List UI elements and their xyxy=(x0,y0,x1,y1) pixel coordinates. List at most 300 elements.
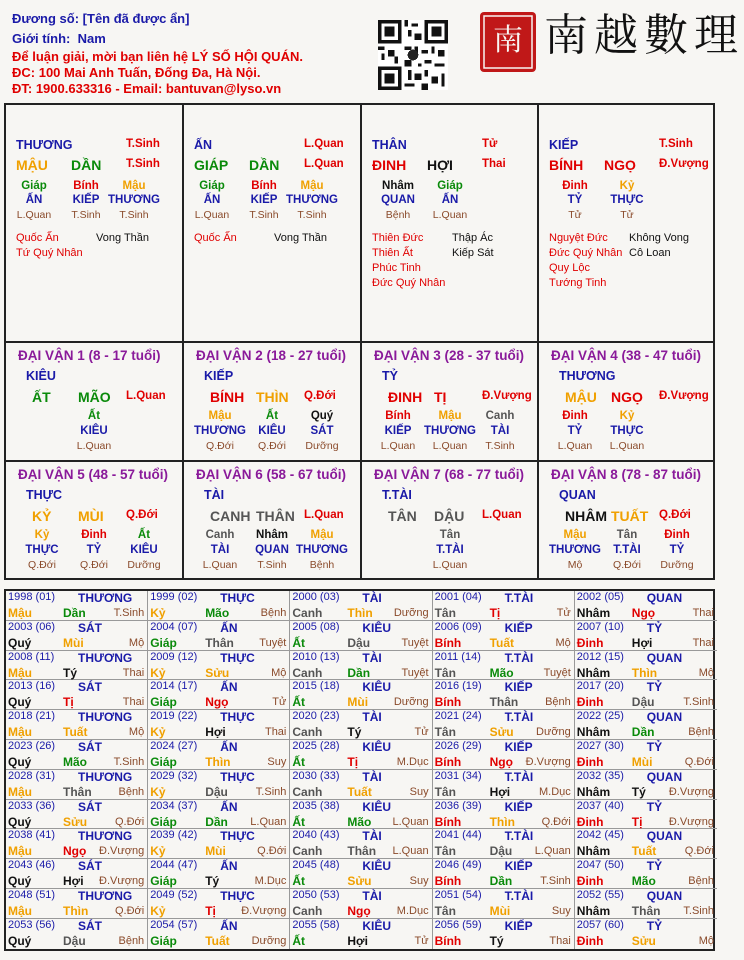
annual-branch: Ngọ xyxy=(489,755,513,769)
dai-van-chi: MÙI xyxy=(78,508,104,524)
annual-ten-god: THƯƠNG xyxy=(78,829,133,844)
annual-stem: Đinh xyxy=(576,874,604,889)
bazi-chart xyxy=(4,103,715,580)
pillar-top-god: THÂN xyxy=(372,138,407,152)
hidden-life-stage: T.Sinh xyxy=(71,209,101,221)
annual-ten-god: TỶ xyxy=(646,799,663,814)
annual-ten-god: KIẾP xyxy=(504,859,533,874)
annual-cell xyxy=(290,919,432,949)
annual-cell xyxy=(575,889,717,919)
star-right: Thập Ác xyxy=(452,232,493,244)
annual-ten-god: KIẾP xyxy=(504,620,533,635)
dai-van-hidden-stem: Tân xyxy=(439,529,461,541)
hidden-stem: Đinh xyxy=(562,180,588,192)
annual-life-stage: Tử xyxy=(556,607,571,619)
hidden-god: KIẾP xyxy=(72,194,100,206)
pillar-chi: NGỌ xyxy=(604,157,636,173)
dai-van-2 xyxy=(184,343,360,460)
annual-life-stage: T.Sinh xyxy=(113,756,145,768)
annual-cell xyxy=(433,889,575,919)
annual-life-stage: Q.Đới xyxy=(541,815,571,828)
annual-cell xyxy=(6,710,148,740)
dai-van-god: THỰC xyxy=(26,488,63,502)
annual-life-stage: Suy xyxy=(551,905,571,917)
annual-year: 2033 (36) xyxy=(8,799,56,812)
annual-stem: Nhâm xyxy=(576,665,611,680)
annual-branch: Dậu xyxy=(631,695,655,710)
annual-year: 2022 (25) xyxy=(576,710,624,723)
annual-stem: Nhâm xyxy=(576,784,611,799)
annual-ten-god: T.TÀI xyxy=(504,650,534,665)
annual-life-stage: Tuyệt xyxy=(543,666,571,679)
dai-van-can: KỶ xyxy=(32,508,52,524)
annual-life-stage: Bệnh xyxy=(118,934,145,947)
dai-van-god: T.TÀI xyxy=(382,488,412,502)
annual-stem: Đinh xyxy=(576,814,604,829)
hidden-stem: Mậu xyxy=(300,180,324,192)
dai-van-hidden-god: KIÊU xyxy=(130,544,158,556)
hidden-life-stage: L.Quan xyxy=(16,209,52,221)
annual-ten-god: KIẾP xyxy=(504,680,533,695)
annual-branch: Dần xyxy=(489,874,513,889)
annual-year: 2030 (33) xyxy=(292,769,340,782)
annual-branch: Tuất xyxy=(63,725,88,740)
annual-stem: Ất xyxy=(292,933,306,948)
dai-van-hidden-stem: Bính xyxy=(385,410,411,422)
annual-life-stage: Bệnh xyxy=(260,607,287,619)
annual-year: 2031 (34) xyxy=(434,769,482,782)
annual-branch: Tý xyxy=(205,874,220,889)
annual-branch: Tị xyxy=(631,814,643,829)
star-right: Cô Loan xyxy=(629,247,671,259)
annual-life-stage: Mộ xyxy=(698,934,714,947)
annual-cell xyxy=(148,680,290,710)
annual-cell xyxy=(290,591,432,621)
annual-stem: Đinh xyxy=(576,933,604,948)
annual-stem: Ất xyxy=(292,755,306,769)
annual-ten-god: THỰC xyxy=(220,650,255,665)
annual-cell xyxy=(575,651,717,681)
annual-ten-god: SÁT xyxy=(78,740,102,754)
pillar-can: BÍNH xyxy=(549,157,584,173)
brand-logo: 南越數理 xyxy=(544,10,744,61)
dai-van-title: ĐẠI VẬN 8 (78 - 87 tuổi) xyxy=(551,467,702,482)
star-left: Quốc Ấn xyxy=(194,232,237,244)
annual-ten-god: QUAN xyxy=(646,829,683,844)
annual-life-stage: Tuyệt xyxy=(401,636,429,649)
hidden-stem: Bính xyxy=(251,180,277,192)
annual-branch: Dần xyxy=(631,725,655,740)
annual-life-stage: Đ.Vượng xyxy=(525,756,571,768)
dai-van-3 xyxy=(362,343,538,460)
dai-van-hidden-lt: L.Quan xyxy=(76,440,112,452)
annual-year: 2052 (55) xyxy=(576,889,624,901)
annual-ten-god: SÁT xyxy=(78,799,102,814)
annual-cell xyxy=(433,829,575,859)
dai-van-chi: MÃO xyxy=(78,389,111,405)
annual-life-stage: Tử xyxy=(272,696,287,709)
annual-ten-god: T.TÀI xyxy=(504,829,534,844)
annual-branch: Mùi xyxy=(489,904,511,918)
annual-cell xyxy=(433,680,575,710)
annual-cell xyxy=(290,800,432,830)
pillar-top-lt: L.Quan xyxy=(304,138,344,150)
annual-ten-god: TÀI xyxy=(362,889,382,903)
annual-life-stage: Đ.Vượng xyxy=(99,875,145,888)
annual-branch: Dậu xyxy=(489,844,513,859)
annual-cell xyxy=(148,829,290,859)
annual-life-stage: L.Quan xyxy=(392,845,429,858)
hidden-life-stage: L.Quan xyxy=(194,209,230,221)
annual-branch: Thìn xyxy=(631,665,658,680)
annual-branch: Mùi xyxy=(347,695,369,710)
annual-year: 2055 (58) xyxy=(292,918,340,931)
annual-branch: Tý xyxy=(63,665,78,680)
annual-ten-god: TỶ xyxy=(646,918,663,933)
annual-life-stage: L.Quan xyxy=(534,845,571,858)
dai-van-hidden-lt: Dưỡng xyxy=(660,559,694,571)
annual-life-stage: Đ.Vượng xyxy=(668,785,714,798)
dai-van-lt: Đ.Vượng xyxy=(659,390,709,402)
annual-cell xyxy=(148,800,290,830)
annual-year: 2037 (40) xyxy=(576,799,624,812)
annual-ten-god: SÁT xyxy=(78,620,102,635)
dai-van-can: ĐINH xyxy=(388,389,423,405)
annual-ten-god: ẤN xyxy=(220,740,238,754)
annual-stem: Giáp xyxy=(150,933,177,948)
annual-ten-god: TÀI xyxy=(362,829,382,844)
pillar-top-god: ẤN xyxy=(194,138,213,152)
dai-van-title: ĐẠI VẬN 1 (8 - 17 tuổi) xyxy=(18,348,161,363)
svg-text:南: 南 xyxy=(493,23,523,58)
hidden-god: THỰC xyxy=(610,194,644,206)
annual-ten-god: TÀI xyxy=(362,710,382,725)
annual-stem: Đinh xyxy=(576,755,604,769)
annual-cell xyxy=(290,621,432,651)
annual-life-stage: Đ.Vượng xyxy=(241,905,287,917)
annual-ten-god: THỰC xyxy=(220,769,255,784)
dai-van-hidden-stem: Kỷ xyxy=(619,410,635,422)
annual-stem: Kỷ xyxy=(150,784,166,799)
dai-van-can: NHÂM xyxy=(565,508,607,524)
annual-year: 2001 (04) xyxy=(434,591,482,603)
dai-van-hidden-stem: Mậu xyxy=(438,410,462,422)
dai-van-chi: DẬU xyxy=(434,508,465,524)
dai-van-hidden-god: TỶ xyxy=(567,425,583,437)
annual-year: 2023 (26) xyxy=(8,740,56,752)
hidden-stem: Giáp xyxy=(21,180,47,192)
annual-life-stage: Mộ xyxy=(555,636,571,649)
annual-branch: Sửu xyxy=(205,665,230,680)
dai-van-can: MẬU xyxy=(565,389,597,405)
annual-ten-god: T.TÀI xyxy=(504,710,534,725)
dai-van-hidden-god: TÀI xyxy=(210,544,230,556)
annual-year: 2036 (39) xyxy=(434,799,482,812)
star-left: Tướng Tinh xyxy=(549,277,607,289)
contact-invite: Để luận giải, mời bạn liên hệ LÝ SỐ HỘI QUÁN. xyxy=(12,49,303,64)
annual-year: 2009 (12) xyxy=(150,650,198,663)
annual-branch: Hợi xyxy=(63,874,84,889)
annual-stem: Mậu xyxy=(8,725,32,740)
annual-year: 2043 (46) xyxy=(8,859,56,872)
annual-life-stage: Dưỡng xyxy=(251,934,287,947)
dai-van-god: KIÊU xyxy=(26,369,56,383)
annual-life-stage: Dưỡng xyxy=(393,607,429,619)
annual-stem: Canh xyxy=(292,606,323,620)
annual-cell xyxy=(148,621,290,651)
annual-cell xyxy=(148,859,290,889)
annual-year: 2016 (19) xyxy=(434,680,482,693)
pillar-2 xyxy=(184,105,360,341)
dai-van-1 xyxy=(6,343,182,460)
hidden-stem: Mậu xyxy=(122,180,146,192)
dai-van-god: QUAN xyxy=(559,488,596,502)
star-left: Quy Lộc xyxy=(549,262,590,274)
dai-van-hidden-lt: T.Sinh xyxy=(485,440,515,452)
annual-year: 2051 (54) xyxy=(434,889,482,901)
star-left: Đức Quý Nhân xyxy=(372,277,446,289)
annual-branch: Thân xyxy=(631,904,661,918)
annual-cell xyxy=(575,859,717,889)
dai-van-hidden-lt: Q.Đới xyxy=(206,440,234,452)
annual-stem: Mậu xyxy=(8,665,32,680)
annual-ten-god: TÀI xyxy=(362,769,382,784)
annual-branch: Ngọ xyxy=(205,695,229,710)
annual-cell xyxy=(290,651,432,681)
annual-life-stage: Mộ xyxy=(698,666,714,679)
annual-cell xyxy=(433,919,575,949)
annual-ten-god: QUAN xyxy=(646,889,683,903)
annual-cell xyxy=(6,591,148,621)
dai-van-hidden-stem: Canh xyxy=(485,410,515,422)
dai-van-hidden-lt: Dưỡng xyxy=(305,440,339,452)
star-right: Vong Thần xyxy=(274,232,328,244)
star-right: Kiếp Sát xyxy=(452,247,494,259)
annual-stem: Mậu xyxy=(8,904,32,918)
annual-ten-god: QUAN xyxy=(646,591,683,605)
annual-ten-god: SÁT xyxy=(78,918,102,933)
annual-stem: Quý xyxy=(8,814,32,829)
annual-stem: Ất xyxy=(292,635,306,650)
annual-ten-god: THƯƠNG xyxy=(78,769,133,784)
hidden-life-stage: T.Sinh xyxy=(119,209,149,221)
annual-life-stage: Thai xyxy=(549,934,571,947)
dai-van-chi: THÌN xyxy=(256,389,289,405)
annual-life-stage: Q.Đới xyxy=(684,756,714,768)
annual-cell xyxy=(433,591,575,621)
annual-stem: Tân xyxy=(434,904,456,918)
dai-van-hidden-stem: Đinh xyxy=(664,529,690,541)
dai-van-hidden-stem: Tân xyxy=(616,529,638,541)
annual-life-stage: Q.Đới xyxy=(114,905,145,917)
annual-ten-god: THỰC xyxy=(220,829,255,844)
annual-stem: Canh xyxy=(292,844,323,859)
annual-branch: Mùi xyxy=(205,844,226,859)
annual-branch: Sửu xyxy=(489,725,514,740)
annual-life-stage: Đ.Vượng xyxy=(99,845,145,858)
pillar-top-lt: T.Sinh xyxy=(659,138,693,150)
annual-branch: Tị xyxy=(347,755,359,769)
annual-cell xyxy=(290,680,432,710)
annual-life-stage: Suy xyxy=(409,875,429,888)
annual-life-stage: M.Dục xyxy=(254,875,287,888)
annual-cell xyxy=(6,800,148,830)
annual-year: 1998 (01) xyxy=(8,591,56,603)
pillar-chi: DẦN xyxy=(249,157,280,173)
dai-van-hidden-lt: L.Quan xyxy=(432,559,468,571)
pillar-1 xyxy=(6,105,182,341)
annual-stem: Tân xyxy=(434,844,456,859)
annual-ten-god: TÀI xyxy=(362,650,382,665)
annual-life-stage: Dưỡng xyxy=(536,726,571,739)
star-left: Nguyệt Đức xyxy=(549,232,608,244)
annual-ten-god: T.TÀI xyxy=(504,591,534,605)
annual-cell xyxy=(433,740,575,770)
name-line xyxy=(12,11,189,27)
dai-van-hidden-god: TỶ xyxy=(669,544,685,556)
annual-branch: Dần xyxy=(63,606,86,620)
annual-branch: Tị xyxy=(489,606,501,620)
dai-van-hidden-lt: Q.Đới xyxy=(613,559,641,571)
annual-life-stage: Bệnh xyxy=(545,696,571,709)
annual-branch: Thân xyxy=(489,695,519,710)
dai-van-5 xyxy=(6,462,182,579)
annual-cell xyxy=(148,710,290,740)
annual-cell xyxy=(6,919,148,949)
annual-stem: Ất xyxy=(292,814,306,829)
annual-life-stage: Tuyệt xyxy=(401,666,429,679)
annual-ten-god: QUAN xyxy=(646,710,683,725)
annual-life-stage: Bệnh xyxy=(688,726,714,739)
annual-stem: Kỷ xyxy=(150,904,166,918)
annual-year: 2042 (45) xyxy=(576,829,624,842)
dai-van-hidden-god: T.TÀI xyxy=(436,544,464,556)
annual-year: 2003 (06) xyxy=(8,620,56,633)
qr-code-icon xyxy=(378,20,448,90)
annual-year: 2040 (43) xyxy=(292,829,340,842)
annual-cell xyxy=(575,621,717,651)
pillar-can: GIÁP xyxy=(194,157,229,173)
hidden-life-stage: T.Sinh xyxy=(297,209,327,221)
dai-van-lt: L.Quan xyxy=(304,509,344,521)
dai-van-hidden-god: THƯƠNG xyxy=(549,544,601,556)
dai-van-lt: Q.Đới xyxy=(126,509,158,521)
annual-branch: Dần xyxy=(205,814,228,829)
dai-van-hidden-god: THỰC xyxy=(25,544,59,556)
annual-ten-god: T.TÀI xyxy=(504,769,534,784)
annual-life-stage: Bệnh xyxy=(688,875,714,888)
dai-van-chi: THÂN xyxy=(256,508,295,524)
annual-stem: Giáp xyxy=(150,814,177,829)
annual-branch: Mão xyxy=(489,665,514,680)
annual-stem: Nhâm xyxy=(576,606,611,620)
annual-ten-god: KIẾP xyxy=(504,740,533,754)
annual-ten-god: THƯƠNG xyxy=(78,710,133,725)
dai-van-title: ĐẠI VẬN 7 (68 - 77 tuổi) xyxy=(374,467,525,482)
annual-ten-god: TỶ xyxy=(646,680,663,695)
dai-van-title: ĐẠI VẬN 3 (28 - 37 tuổi) xyxy=(374,348,525,363)
annual-life-stage: L.Quan xyxy=(250,815,287,828)
annual-year: 2020 (23) xyxy=(292,710,340,723)
annual-branch: Dậu xyxy=(63,933,86,948)
dai-van-6 xyxy=(184,462,360,579)
hidden-stem: Nhâm xyxy=(382,180,414,192)
dai-van-hidden-god: TỶ xyxy=(86,544,102,556)
annual-branch: Ngọ xyxy=(631,606,656,620)
annual-stem: Kỷ xyxy=(150,725,166,740)
dai-van-title: ĐẠI VẬN 2 (18 - 27 tuổi) xyxy=(196,348,347,363)
hidden-god: ẤN xyxy=(203,194,221,206)
annual-ten-god: THƯƠNG xyxy=(78,889,133,903)
annual-stem: Quý xyxy=(8,874,32,889)
annual-stem: Đinh xyxy=(576,695,604,710)
pillar-top-lt: Tử xyxy=(482,138,498,150)
annual-life-stage: Tử xyxy=(414,726,429,739)
dai-van-hidden-god: KIÊU xyxy=(80,425,108,437)
annual-stem: Giáp xyxy=(150,755,177,769)
annual-year: 2046 (49) xyxy=(434,859,482,872)
annual-life-stage: L.Quan xyxy=(392,815,429,828)
dai-van-lt: Đ.Vượng xyxy=(482,390,532,402)
dai-van-hidden-lt: T.Sinh xyxy=(257,559,287,571)
annual-cell xyxy=(6,770,148,800)
annual-stem: Quý xyxy=(8,635,32,650)
annual-cell xyxy=(290,889,432,919)
annual-stem: Giáp xyxy=(150,695,177,710)
pillar-3 xyxy=(362,105,538,341)
dai-van-hidden-stem: Canh xyxy=(205,529,235,541)
annual-year: 2004 (07) xyxy=(150,620,198,633)
dai-van-hidden-lt: L.Quan xyxy=(380,440,416,452)
dai-van-4 xyxy=(539,343,715,460)
dai-van-chi: TỊ xyxy=(434,389,447,405)
annual-year: 2034 (37) xyxy=(150,799,198,812)
dai-van-title: ĐẠI VẬN 4 (38 - 47 tuổi) xyxy=(551,348,702,363)
dai-van-8 xyxy=(539,462,715,579)
annual-branch: Sửu xyxy=(63,814,88,829)
annual-cell xyxy=(290,829,432,859)
annual-year: 2024 (27) xyxy=(150,740,198,752)
hidden-stem: Bính xyxy=(73,180,99,192)
annual-branch: Hợi xyxy=(631,635,653,650)
annual-stem: Canh xyxy=(292,725,323,740)
hidden-life-stage: Tử xyxy=(568,209,582,221)
annual-year: 2054 (57) xyxy=(150,918,198,931)
star-left: Thiên Ất xyxy=(372,247,413,259)
annual-year: 2017 (20) xyxy=(576,680,624,693)
annual-life-stage: M.Dục xyxy=(396,756,429,768)
pillar-chi-lt: Thai xyxy=(482,158,506,170)
dai-van-hidden-stem: Đinh xyxy=(562,410,588,422)
annual-year: 2018 (21) xyxy=(8,710,56,723)
annual-life-stage: M.Dục xyxy=(396,905,429,917)
dai-van-can: BÍNH xyxy=(210,389,245,405)
annual-stem: Canh xyxy=(292,665,323,680)
annual-branch: Mão xyxy=(205,606,230,620)
dai-van-can: TÂN xyxy=(388,508,417,524)
contact-phone-email: ĐT: 1900.633316 - Email: bantuvan@lyso.vn xyxy=(12,81,282,96)
annual-cell xyxy=(6,740,148,770)
annual-stem: Bính xyxy=(434,635,462,650)
dai-van-god: KIẾP xyxy=(204,369,234,383)
annual-branch: Tuất xyxy=(631,844,657,859)
annual-branch: Mão xyxy=(347,814,372,829)
annual-life-stage: Thai xyxy=(122,666,145,679)
dai-van-lt: Q.Đới xyxy=(304,390,336,402)
annual-ten-god: KIÊU xyxy=(362,740,392,754)
gender-value: Nam xyxy=(77,31,106,46)
dai-van-7 xyxy=(362,462,538,579)
